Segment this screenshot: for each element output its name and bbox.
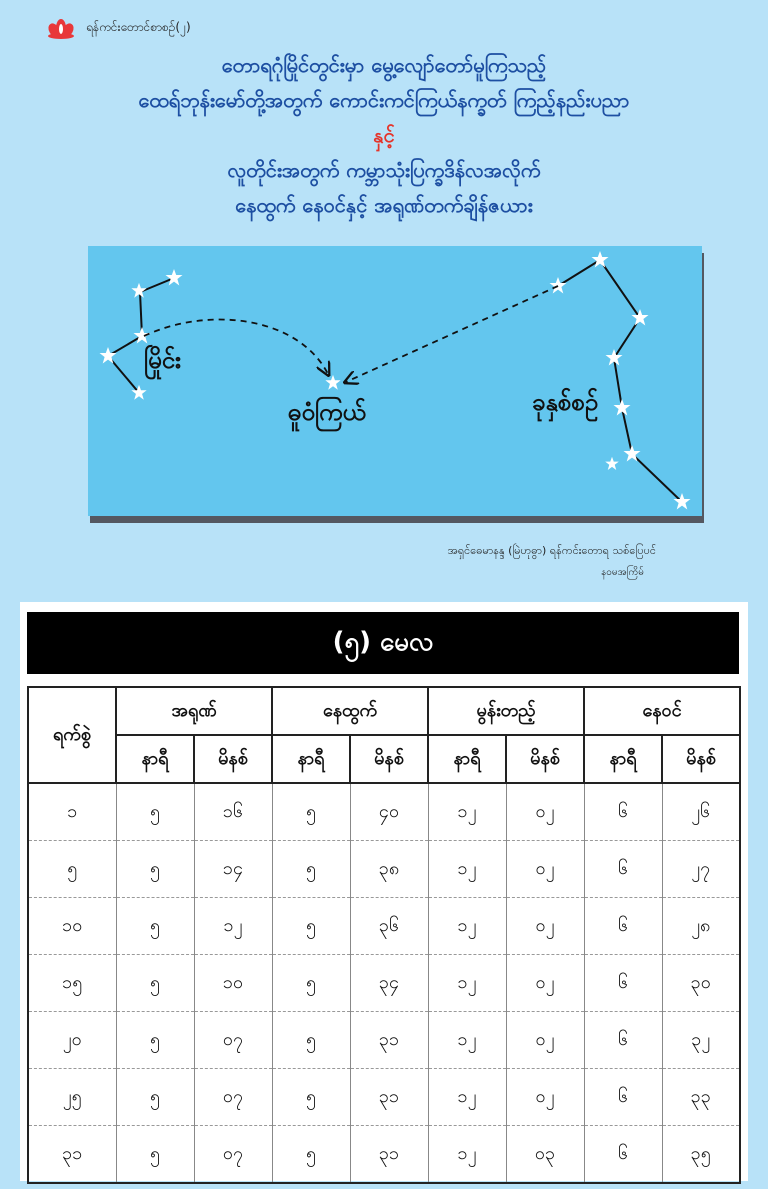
lotus-logo-icon xyxy=(46,16,76,40)
table-cell: ၃၃ xyxy=(662,1069,740,1126)
star-icon xyxy=(632,309,649,326)
table-cell: ၁၂ xyxy=(428,783,506,841)
star-icon xyxy=(550,277,567,294)
schedule-table xyxy=(27,686,741,1184)
table-cell: ၄၀ xyxy=(350,783,428,841)
pole-star-label: ဓူဝံကြယ် xyxy=(288,398,366,426)
group-header: မွန်းတည့် xyxy=(428,687,584,735)
table-cell: ၅ xyxy=(116,1012,194,1069)
right-pointer-arrow xyxy=(346,286,558,382)
table-cell: ၃၁ xyxy=(350,1012,428,1069)
table-cell: ၅ xyxy=(272,841,350,898)
title-line-4: လူတိုင်းအတွက် ကမ္ဘာသုံးပြက္ခဒိန်လအလိုက် xyxy=(227,158,541,182)
table-cell: ၀၃ xyxy=(506,1126,584,1184)
table-row xyxy=(28,1012,740,1069)
table-cell: ၃၀ xyxy=(662,955,740,1012)
brand-name: ရန်ကင်းတောင်စာစဉ်(၂) xyxy=(86,20,191,34)
brand-header xyxy=(46,16,191,40)
table-cell: ၅ xyxy=(116,1069,194,1126)
minute-header: မိနစ် xyxy=(506,735,584,783)
table-cell: ၂၇ xyxy=(662,841,740,898)
table-cell: ၀၂ xyxy=(506,1012,584,1069)
table-cell: ၁၂ xyxy=(428,1126,506,1184)
table-cell: ၅ xyxy=(272,1126,350,1184)
table-row xyxy=(28,1069,740,1126)
table-cell: ၆ xyxy=(584,955,662,1012)
table-cell: ၂၅ xyxy=(28,1069,116,1126)
table-cell: ၀၇ xyxy=(194,1012,272,1069)
table-cell: ၅ xyxy=(272,783,350,841)
table-row xyxy=(28,898,740,955)
table-cell: ၁၂ xyxy=(428,1012,506,1069)
schedule-panel xyxy=(20,602,748,1181)
pole-star-icon xyxy=(325,375,340,390)
table-cell: ၃၁ xyxy=(28,1126,116,1184)
hour-header: နာရီ xyxy=(116,735,194,783)
group-header: နေဝင် xyxy=(584,687,740,735)
credit xyxy=(448,540,656,584)
table-cell: ၀၂ xyxy=(506,1069,584,1126)
group-header: နေထွက် xyxy=(272,687,428,735)
minute-header: မိနစ် xyxy=(350,735,428,783)
hour-header: နာရီ xyxy=(428,735,506,783)
star-icon xyxy=(166,269,183,286)
minute-header: မိနစ် xyxy=(662,735,740,783)
table-cell: ၂၈ xyxy=(662,898,740,955)
constellation-diagram xyxy=(88,246,702,516)
star-icon xyxy=(592,251,609,268)
table-cell: ၂၆ xyxy=(662,783,740,841)
table-cell: ၃၈ xyxy=(350,841,428,898)
table-cell: ၁၂ xyxy=(428,1069,506,1126)
right-constellation xyxy=(550,251,691,510)
table-row xyxy=(28,841,740,898)
table-cell: ၅ xyxy=(116,955,194,1012)
day-header: ရက်စွဲ xyxy=(28,687,116,783)
table-cell: ၁ xyxy=(28,783,116,841)
minute-header: မိနစ် xyxy=(194,735,272,783)
table-cell: ၆ xyxy=(584,898,662,955)
table-cell: ၀၂ xyxy=(506,898,584,955)
group-header: အရုဏ် xyxy=(116,687,272,735)
table-cell: ၅ xyxy=(116,841,194,898)
table-cell: ၃၅ xyxy=(662,1126,740,1184)
table-cell: ၀၂ xyxy=(506,955,584,1012)
table-cell: ၁၂ xyxy=(428,841,506,898)
table-cell: ၃၆ xyxy=(350,898,428,955)
table-cell: ၅ xyxy=(116,1126,194,1184)
star-icon xyxy=(614,399,631,416)
hour-header: နာရီ xyxy=(272,735,350,783)
table-cell: ၀၇ xyxy=(194,1069,272,1126)
table-cell: ၁၂ xyxy=(194,898,272,955)
table-cell: ၃၁ xyxy=(350,1069,428,1126)
table-cell: ၁၅ xyxy=(28,955,116,1012)
star-icon xyxy=(605,457,619,470)
table-cell: ၁၂ xyxy=(428,898,506,955)
left-constellation-label: မြိုင်း xyxy=(144,346,182,374)
table-cell: ၅ xyxy=(116,898,194,955)
table-cell: ၆ xyxy=(584,1126,662,1184)
table-cell: ၅ xyxy=(272,955,350,1012)
title-line-5: နေထွက် နေဝင်နှင့် အရုဏ်တက်ချိန်ဇယား xyxy=(235,193,533,217)
table-cell: ၀၇ xyxy=(194,1126,272,1184)
title-line-2: ထေရ်ဘုန်းမော်တို့အတွက် ကောင်းကင်ကြယ်နက္ခတ် ကြည့်နည်းပညာ xyxy=(138,88,630,112)
star-icon xyxy=(100,347,117,364)
right-constellation-label: ခုနှစ်စဉ် xyxy=(532,388,599,416)
table-cell: ၁၆ xyxy=(194,783,272,841)
table-cell: ၅ xyxy=(116,783,194,841)
credit-line-2: နဝမအကြိမ် xyxy=(601,567,644,578)
table-cell: ၀၂ xyxy=(506,841,584,898)
table-cell: ၁၂ xyxy=(428,955,506,1012)
table-cell: ၀၂ xyxy=(506,783,584,841)
star-icon xyxy=(134,327,151,344)
table-cell: ၁၀ xyxy=(194,955,272,1012)
title-line-3: နှင့် xyxy=(373,123,395,147)
table-cell: ၃၁ xyxy=(350,1126,428,1184)
page-title xyxy=(0,48,768,223)
left-constellation xyxy=(100,269,183,400)
table-cell: ၁၄ xyxy=(194,841,272,898)
table-cell: ၆ xyxy=(584,783,662,841)
credit-line-1: အရှင်ဓေမာနန္ဒ (မြဲဟုဓွာ) ရန်ကင်းတောရ သစ်ပြေပင် xyxy=(447,544,656,557)
hour-header: နာရီ xyxy=(584,735,662,783)
table-cell: ၆ xyxy=(584,1012,662,1069)
table-cell: ၆ xyxy=(584,1069,662,1126)
title-line-1: တောရဂုံမြိုင်တွင်းမှာ မွေ့လျော်တော်မူကြသည့် xyxy=(221,53,547,77)
table-cell: ၃၄ xyxy=(350,955,428,1012)
table-row xyxy=(28,783,740,841)
table-cell: ၅ xyxy=(272,1012,350,1069)
table-row xyxy=(28,955,740,1012)
table-cell: ၃၂ xyxy=(662,1012,740,1069)
table-cell: ၆ xyxy=(584,841,662,898)
table-row xyxy=(28,1126,740,1184)
table-cell: ၂၀ xyxy=(28,1012,116,1069)
month-title: (၅) မေလ xyxy=(27,612,739,674)
table-cell: ၅ xyxy=(28,841,116,898)
table-cell: ၅ xyxy=(272,898,350,955)
star-map xyxy=(88,246,702,516)
table-cell: ၅ xyxy=(272,1069,350,1126)
table-cell: ၁၀ xyxy=(28,898,116,955)
